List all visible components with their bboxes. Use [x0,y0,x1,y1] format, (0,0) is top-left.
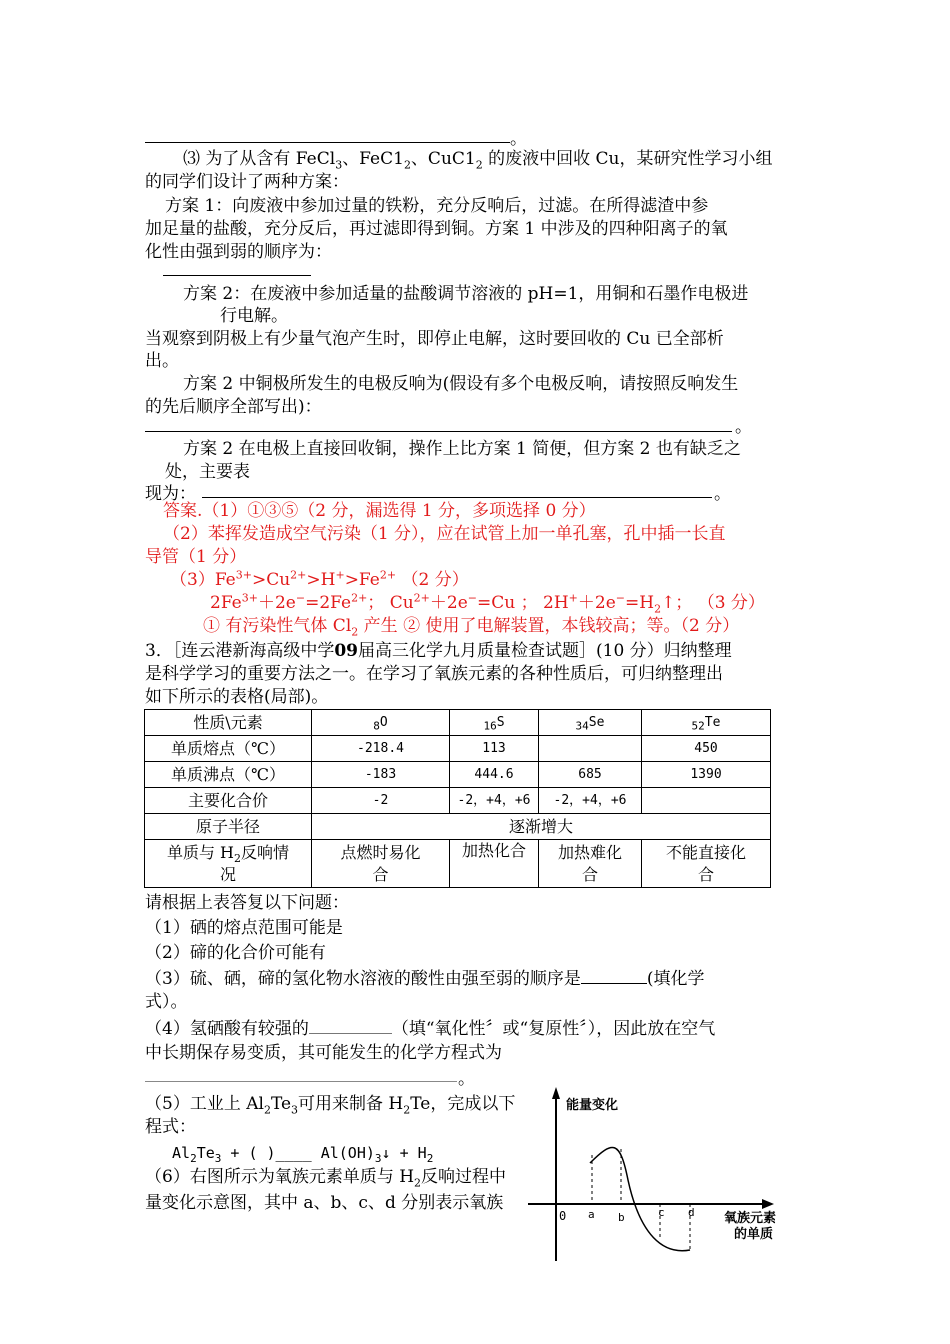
plan2-line-9-end: 。 [714,484,731,504]
blank-end-period: 。 [510,129,527,149]
table-header-S: $_{16}$S [450,710,539,736]
qs-line-2: （1）硒的熔点范围可能是 [145,918,343,938]
qs-line-5: 式）。 [145,992,188,1012]
energy-change-graph [528,1085,788,1265]
plan2-blank-end: 。 [735,417,752,437]
table-cell: -2，+4，+6 [450,788,539,814]
table-cell: 点燃时易化 合 [312,840,450,888]
plan2-shortcoming-blank [202,497,712,498]
table-cell-h2-reaction: 单质与 $H_2$反响情 况 [145,840,312,888]
table-cell: 450 [642,736,771,762]
table-row [145,736,771,762]
graph-tick-b: b [618,1211,625,1224]
qs-line-6: （4）氢硒酸有较强的 （填“氧化性〞或“复原性〞），因此放在空气 [145,1019,716,1039]
plan1-line-1: 方案 1：向废液中参加过量的铁粉，充分反响后，过滤。在所得滤渣中参 [165,196,709,216]
table-cell: -2，+4，+6 [539,788,642,814]
table-cell: 不能直接化 合 [642,840,771,888]
qs-equation-line: $Al_2Te_3$ + ( )____ $Al(OH)_3↓ + H_2$ [172,1144,434,1165]
q-next-line-2: 是科学学习的重要方法之一。在学习了氧族元素的各种性质后，可归纳整理出 [145,664,723,684]
table-header-Te: $_{52}$Te [642,710,771,736]
table-cell: 原子半径 [145,814,312,840]
plan2-line-1: 方案 2：在废液中参加适量的盐酸调节溶液的 pH=1，用铜和石墨作电极进 [183,284,749,304]
answer-line-6: ① 有污染性气体 $Cl_2$ 产生 ② 使用了电解装置，本钱较高；等。（2 分） [203,616,740,639]
table-cell: 主要化合价 [145,788,312,814]
qs-line-9: （5）工业上 $Al_2Te_3$可用来制备 $H_2Te$，完成以下 [145,1094,516,1117]
graph-origin-label: 0 [559,1209,567,1223]
plan2-line-2: 行电解。 [220,306,288,326]
table-cell: -183 [312,762,450,788]
table-cell: 逐渐增大 [312,814,771,840]
table-cell: 113 [450,736,539,762]
graph-x-label-2: 的单质 [734,1226,774,1241]
x-axis-arrow [762,1199,774,1209]
table-cell: -2 [312,788,450,814]
answer-line-5: $2Fe^{3+}+2e^-=2Fe^{2+}$； $Cu^{2+}+2e^-=Cu$ ； $2H^++2e^-=H_2↑$； （3 分） [210,591,765,616]
answer-blank-line [145,142,510,143]
plan2-line-5: 方案 2 中铜极所发生的电极反响为(假设有多个电极反响，请按照反响发生 [183,374,739,394]
qs-line-1: 请根据上表答复以下问题： [145,893,349,913]
plan1-answer-blank [163,275,311,276]
graph-y-label: 能量变化 [566,1097,619,1112]
graph-tick-d: d [688,1206,695,1219]
table-header-property: 性质\元素 [145,710,312,736]
y-axis-arrow [552,1087,560,1099]
qs-line-13: 量变化示意图，其中 a、b、c、d 分别表示氧族 [145,1193,504,1213]
acidity-order-blank[interactable] [581,967,647,984]
q-next-line-3: 如下所示的表格(局部)。 [145,687,329,707]
plan2-line-9: 现为： [145,484,196,504]
table-row [145,762,771,788]
q3-line-1: ⑶ 为了从含有 FeCl$_3$、$FeC1_2$、$CuC1_2$ 的废液中回收 Cu，某研究性学习小组 [183,149,773,172]
table-cell [642,788,771,814]
table-cell: -218.4 [312,736,450,762]
plan2-line-7: 方案 2 在电极上直接回收铜，操作上比方案 1 简便，但方案 2 也有缺乏之 [183,439,741,459]
answer-line-3: 导管（1 分） [145,547,247,567]
table-cell: 单质沸点（℃） [145,762,312,788]
qs-line-12: （6）右图所示为氧族元素单质与 $H_2$反响过程中 [145,1167,507,1190]
graph-tick-c: c [658,1206,665,1219]
table-cell: 加热化合 [450,840,539,888]
table-row [145,788,771,814]
equation-blank-end: 。 [458,1069,475,1089]
graph-tick-a: a [588,1208,595,1221]
q-next-line-1: 3．［连云港新海高级中学09届高三化学九月质量检查试题］(10 分）归纳整理 [145,641,732,661]
answer-line-1: 答案.（1）①③⑤（2 分，漏选得 1 分，多项选择 0 分） [163,501,596,521]
q3-line-2: 的同学们设计了两种方案： [145,172,349,192]
plan1-line-3: 化性由强到弱的顺序为： [145,242,332,262]
table-cell: 加热难化 合 [539,840,642,888]
equation-blank [145,1081,457,1082]
oxygen-family-table [144,709,771,888]
table-cell: 685 [539,762,642,788]
table-row [145,814,771,840]
table-cell [539,736,642,762]
table-header-Se: $_{34}$Se [539,710,642,736]
plan1-line-2: 加足量的盐酸，充分反后，再过滤即得到铜。方案 1 中涉及的四种阳离子的氧 [145,219,728,239]
table-header-O: $_8$O [312,710,450,736]
qs-line-4: （3）硫、硒，碲的氢化物水溶液的酸性由强至弱的顺序是 (填化学 [145,969,705,989]
energy-curve [590,1147,690,1250]
qs-line-3: （2）碲的化合价可能有 [145,943,326,963]
qs-line-10: 程式： [145,1117,196,1137]
plan2-line-8: 处，主要表 [165,462,250,482]
plan2-line-6: 的先后顺序全部写出)： [145,397,322,417]
table-row [145,840,771,888]
answer-line-2: （2）苯挥发造成空气污染（1 分），应在试管上加一单孔塞，孔中插一长直 [163,524,726,544]
plan2-reaction-blank [145,431,732,432]
table-cell: 单质熔点（℃） [145,736,312,762]
answer-line-4: $(3)Fe^{3+}>Cu^{2+}>H^+>Fe^{2+}$ （2 分） [170,568,469,590]
plan2-line-4: 出。 [145,351,179,371]
plan2-line-3: 当观察到阴极上有少量气泡产生时，即停止电解，这时要回收的 Cu 已全部析 [145,329,724,349]
oxidizing-property-blank[interactable] [309,1017,392,1034]
qs-line-7: 中长期保存易变质，其可能发生的化学方程式为 [145,1043,502,1063]
graph-x-label-1: 氧族元素 [724,1210,777,1225]
table-cell: 1390 [642,762,771,788]
table-cell: 444.6 [450,762,539,788]
